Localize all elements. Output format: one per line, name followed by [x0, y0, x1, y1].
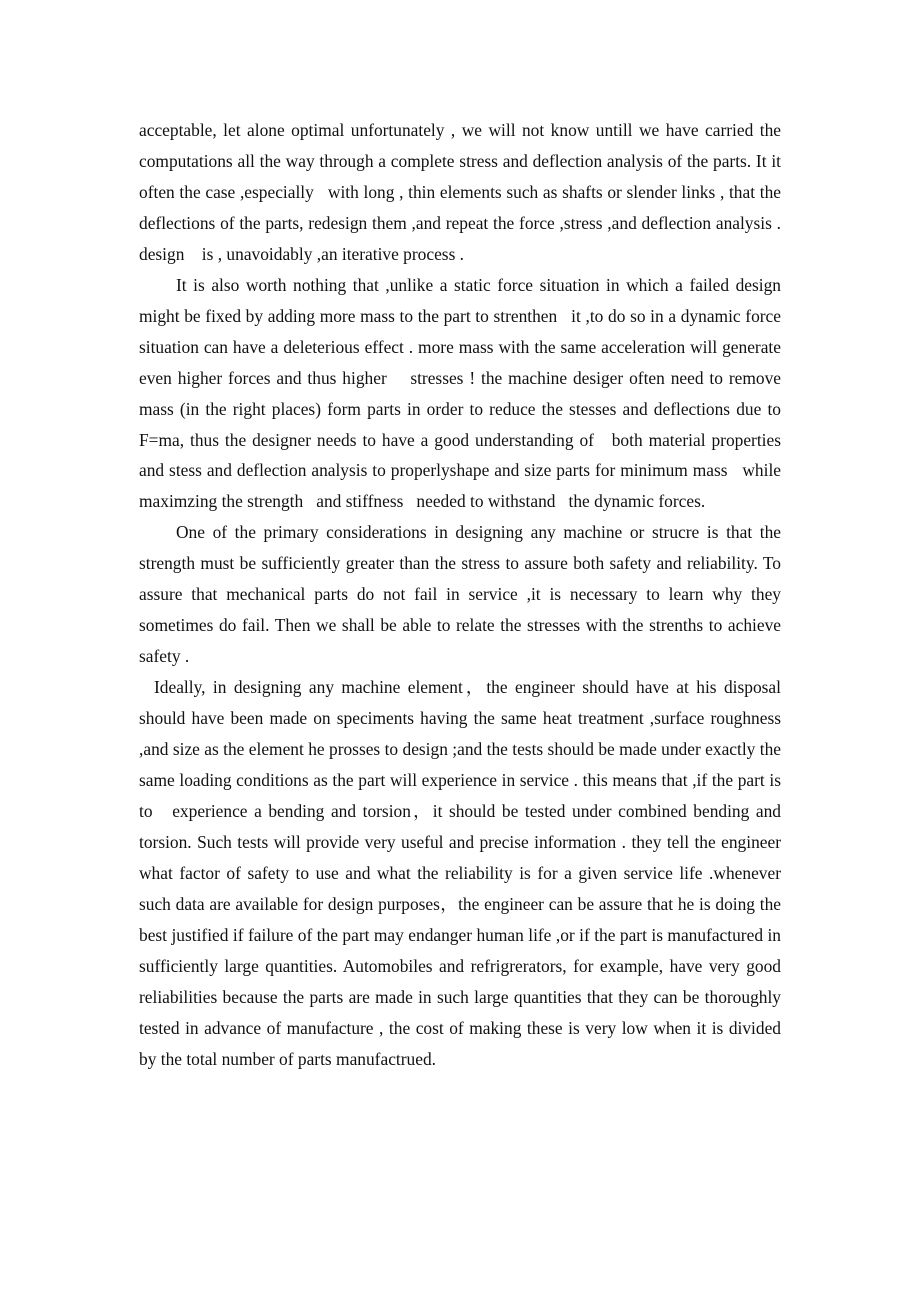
paragraph-4: Ideally, in designing any machine element，the engineer should have at his disposal should have been made on speciments having the same heat treatment ,surface roughness ,and size as the element he prosses to design ;and the tests should be made under exactly the same loading conditions as the part will experience in service . this means that ,if the part is to experience a bending and torsion，it should be tested under combined bending and torsion. Such tests will provide very useful and precise information . they tell the engineer what factor of safety to use and what the reliability is for a given service life .whenever such data are available for design purposes，the engineer can be assure that he is doing the best justified if failure of the part may endanger human life ,or if the part is manufactured in sufficiently large quantities. Automobiles and refrigrerators, for example, have very good reliabilities because the parts are made in such large quantities that they can be thoroughly tested in advance of manufacture , the cost of making these is very low when it is divided by the total number of parts manufactrued. — [139, 677, 786, 1069]
paragraph-2: It is also worth nothing that ,unlike a static force situation in which a failed design might be fixed by adding more mass to the part to strenthen it ,to do so in a dynamic force situation can have a deleterious effect . more mass with the same acceleration will generate even higher forces and thus higher stresses ! the machine desiger often need to remove mass (in the right places) form parts in order to reduce the stesses and deflections due to F=ma, thus the designer needs to have a good understanding of both material properties and stess and deflection analysis to properlyshape and size parts for minimum mass while maximzing the strength and stiffness needed to withstand the dynamic forces. — [139, 274, 786, 512]
body-text — [139, 115, 799, 1075]
paragraph-1: acceptable, let alone optimal unfortunately , we will not know untill we have carried the computations all the way through a complete stress and deflection analysis of the parts. It it often the case ,especially with long , thin elements such as shafts or slender links , that the deflections of the parts, redesign them ,and repeat the force ,stress ,and deflection analysis . design is , unavoidably ,an iterative process . — [139, 120, 799, 264]
paragraph-3: One of the primary considerations in designing any machine or strucre is that the strength must be sufficiently greater than the stress to assure both safety and reliability. To assure that mechanical parts do not fail in service ,it is necessary to learn why they sometimes do fail. Then we shall be able to relate the stresses with the strenths to achieve safety . — [139, 522, 786, 667]
